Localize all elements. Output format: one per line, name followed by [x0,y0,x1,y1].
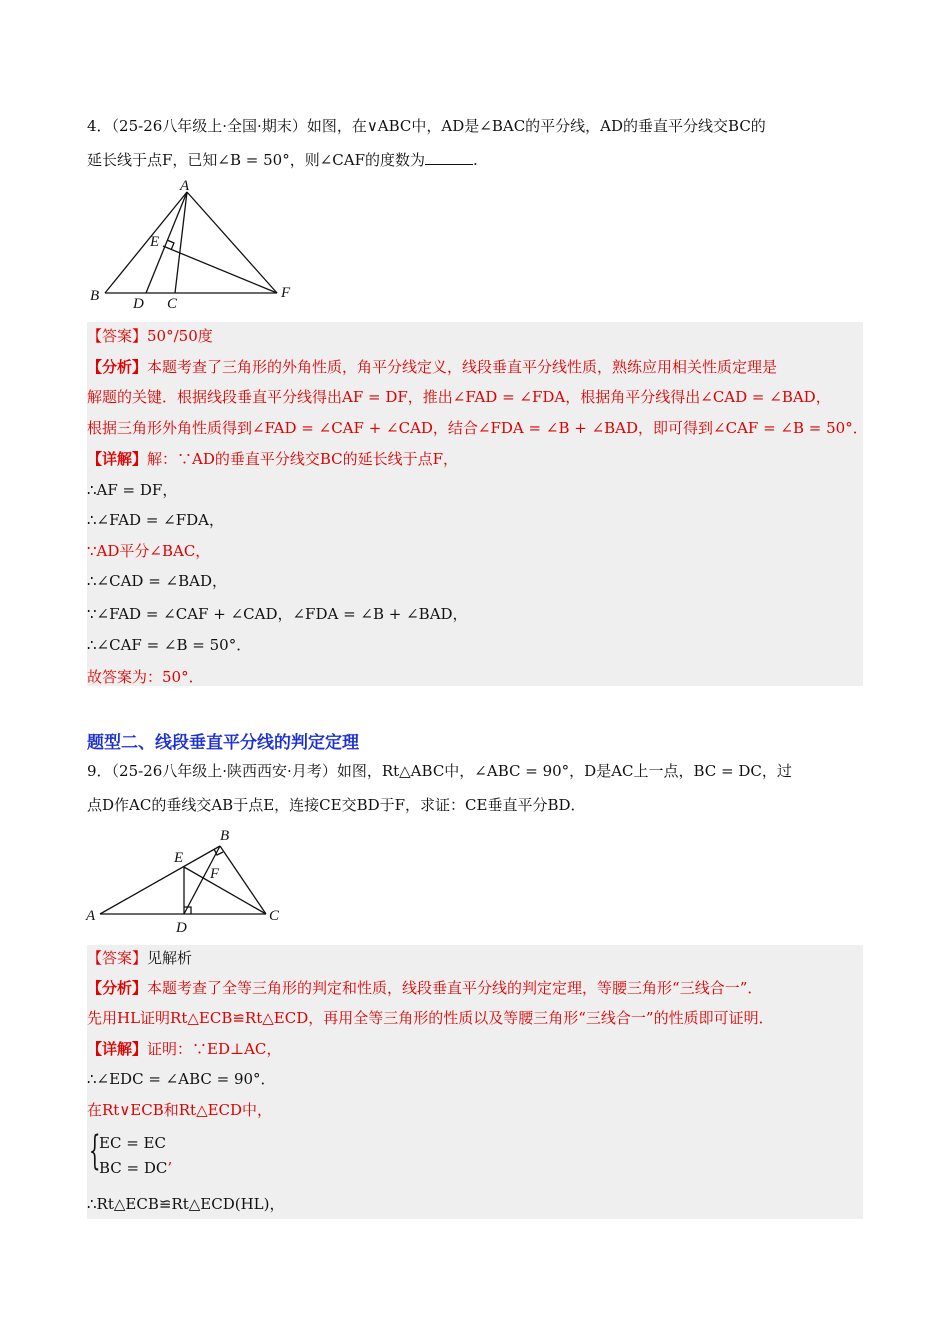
q9-label-d: D [176,920,187,936]
q4-label-e: E [150,234,160,250]
q4-figure [85,176,305,312]
section-title: 题型二、线段垂直平分线的判定定理 [87,733,359,753]
q4-step-4: ∴∠CAD = ∠BAD， [87,572,228,590]
q4-seg-ef [163,246,277,293]
q4-label-a: A [180,178,190,194]
answer-value: 见解析 [147,949,193,967]
q4-analysis-line2: 解题的关键．根据线段垂直平分线得出AF = DF，推出∠FAD = ∠FDA，根据角平分线得出∠CAD = ∠BAD， [87,388,831,406]
q9-analysis-line1 [87,978,762,998]
answer-value: 50°/50度 [147,327,213,345]
system-eq-2-text: BC = DC [99,1159,168,1177]
analysis-text: 本题考查了全等三角形的判定和性质，线段垂直平分线的判定定理，等腰三角形“三线合一”． [147,979,763,997]
q4-stem-line2 [87,150,478,170]
q4-stem-line2-end: . [472,151,478,169]
q4-step-1: ∴AF = DF， [87,481,178,499]
q9-analysis-line2: 先用HL证明Rt△ECB≌Rt△ECD，再用全等三角形的性质以及等腰三角形“三线合一”的性质即可证明． [87,1009,774,1027]
detail-text: 解：∵AD的垂直平分线交BC的延长线于点F， [147,450,459,468]
q4-step-2: ∴∠FAD = ∠FDA， [87,511,225,529]
q9-stem-line1: 9．（25-26八年级上·陕西西安·月考）如图，Rt△ABC中，∠ABC = 90°，D是AC上一点，BC = DC，过 [87,762,792,780]
q4-label-b: B [90,288,100,304]
q9-system-eq-1: EC = EC [99,1134,166,1152]
q4-seg-ab [105,192,187,293]
q9-detail-line1 [87,1039,281,1059]
q9-answer [87,948,192,968]
q4-answer [87,326,213,346]
detail-tag: 【详解】 [87,1040,148,1058]
q4-detail-line1 [87,449,458,469]
q9-stem-line2: 点D作AC的垂线交AB于点E，连接CE交BD于F，求证：CE垂直平分BD． [87,796,586,814]
analysis-text: 本题考查了三角形的外角性质，角平分线定义，线段垂直平分线性质，熟练应用相关性质定理是 [147,358,778,376]
equation-brace: { [89,1128,101,1174]
q4-label-c: C [167,296,178,312]
q9-label-b: B [220,828,230,844]
q9-system-eq-2 [99,1158,172,1178]
q4-analysis-line1 [87,357,777,377]
q9-label-a: A [86,908,96,924]
q4-label-d: D [133,296,144,312]
q9-label-c: C [269,908,280,924]
answer-blank [425,150,473,165]
analysis-tag: 【分析】 [87,979,148,997]
q9-label-e: E [174,850,184,866]
q4-stem-line1: 4．（25-26八年级上·全国·期末）如图，在∨ABC中，AD是∠BAC的平分线，AD的垂直平分线交BC的 [87,117,766,135]
analysis-tag: 【分析】 [87,358,148,376]
q9-seg-bc [220,846,266,914]
q4-analysis-line3: 根据三角形外角性质得到∠FAD = ∠CAF + ∠CAD，结合∠FDA = ∠B + ∠BAD，即可得到∠CAF = ∠B = 50°． [87,419,868,437]
system-separator: ’ [167,1159,173,1177]
q4-step-5: ∵∠FAD = ∠CAF + ∠CAD，∠FDA = ∠B + ∠BAD， [87,605,468,623]
q9-figure [82,824,292,936]
q4-seg-af [187,192,277,293]
detail-tag: 【详解】 [87,450,148,468]
q4-step-7: 故答案为：50°． [87,668,204,686]
q9-label-f: F [210,866,220,882]
q9-step-1: ∴∠EDC = ∠ABC = 90°． [87,1070,276,1088]
answer-tag: 【答案】 [87,949,148,967]
detail-text: 证明：∵ED⊥AC， [147,1040,282,1058]
q4-label-f: F [281,285,291,301]
answer-tag: 【答案】 [87,327,148,345]
q4-step-6: ∴∠CAF = ∠B = 50°． [87,636,252,654]
q9-step-3: ∴Rt△ECB≌Rt△ECD(HL)， [87,1195,285,1213]
q4-stem-line2-text: 延长线于点F，已知∠B = 50°，则∠CAF的度数为 [87,151,425,169]
q9-step-2: 在Rt∨ECB和Rt△ECD中， [87,1101,273,1119]
q4-step-3: ∵AD平分∠BAC， [87,542,211,560]
